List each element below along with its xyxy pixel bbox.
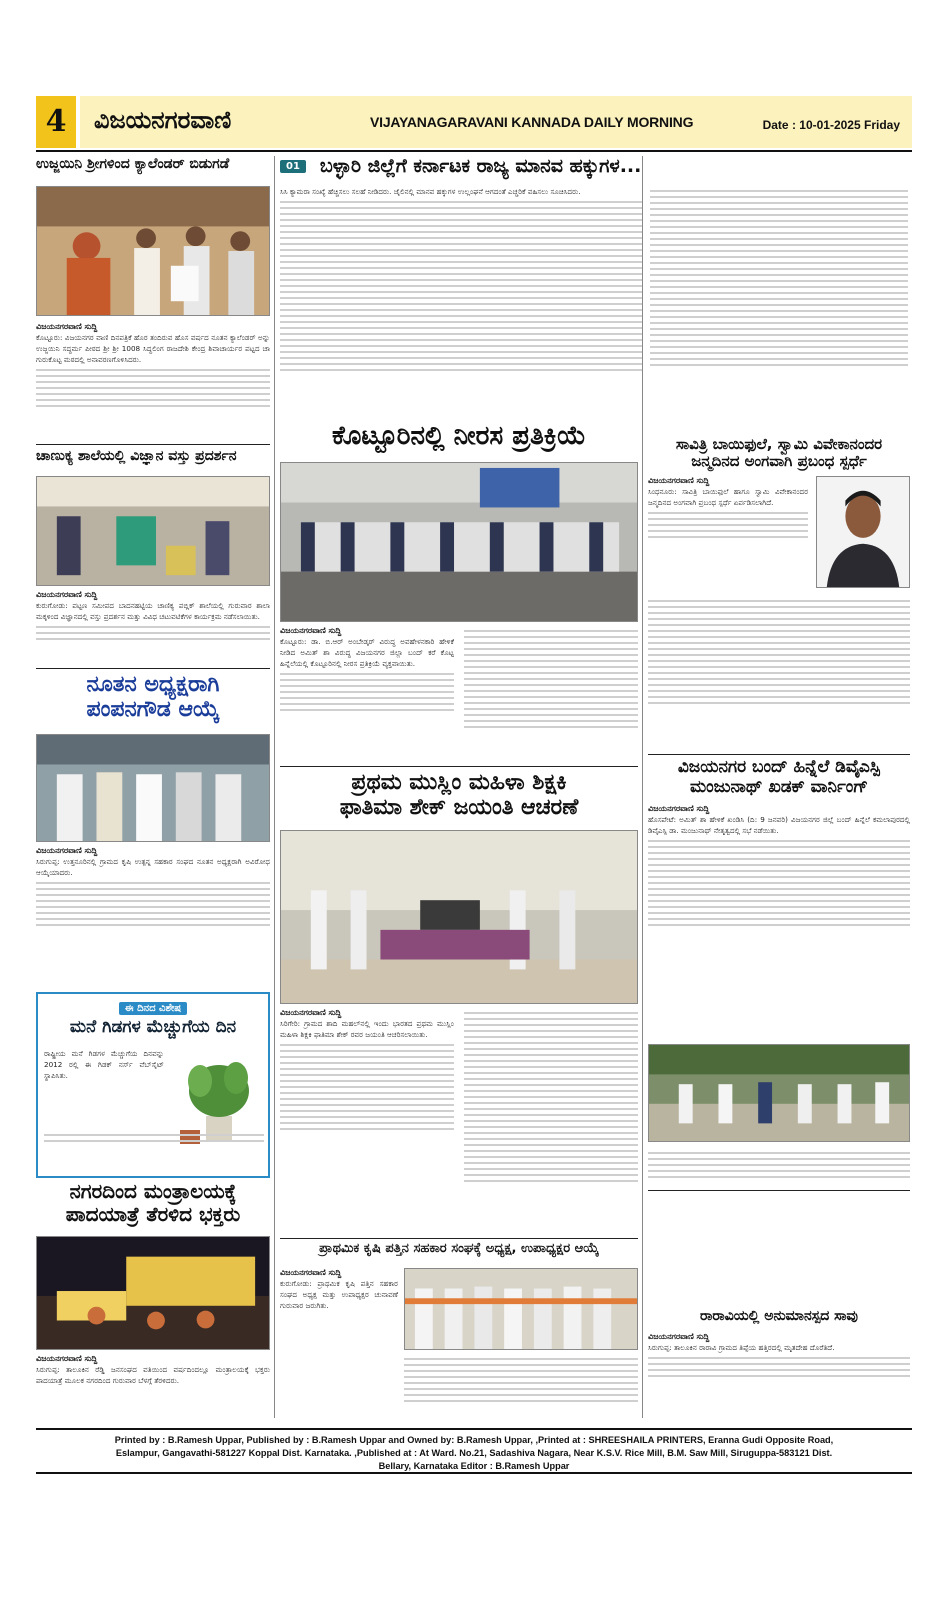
continued-tag: 01 [280, 160, 306, 173]
imprint-footer [36, 1428, 912, 1473]
text-placeholder [36, 626, 270, 640]
headline: ನೂತನ ಅಧ್ಯಕ್ಷರಾಗಿ [86, 672, 220, 697]
article-body: ಸಿಸಿ ಕ್ಯಾಮರಾ ಸಂಖ್ಯೆ ಹೆಚ್ಚಿಸಲು ಸಲಹೆ ನೀಡಿದರು. ಜೈಲಿನಲ್ಲಿ ಮಾನವ ಹಕ್ಕುಗಳ ಉಲ್ಲಂಘನೆ ಆಗದಂತೆ ಎಚ್ಚರಿಕೆ ವಹಿಸಲು ಸೂಚಿಸಿದರು. [280, 187, 581, 196]
article-body: ಕೊಟ್ಟೂರು: ವಿಜಯನಗರ ವಾಣಿ ದಿನಪತ್ರಿಕೆ ಹೊರ ತಂದಿರುವ ಹೊಸ ವರ್ಷದ ನೂತನ ಕ್ಯಾಲೆಂಡರ್ ಅನ್ನು ಉಜ್ಜಯಿನಿ ಸದ್ಧರ್ಮ ಪೀಠದ ಶ್ರೀ ಶ್ರೀ 1008 ಸಿದ್ಧಲಿಂಗ ರಾಜದೇಶಿ ಕೇಂದ್ರ ಶಿವಾಚಾರ್ಯರ ಪಟ್ಟದ ಚಾ ಗುರುಕೊಟ್ಟ ಮಠದಲ್ಲಿ ಅನಾವರಣಗೊಳಿಸಿದರು. [36, 333, 270, 364]
headline: ಮಂಜುನಾಥ್ ಖಡಕ್ ವಾರ್ನಿಂಗ್ [689, 776, 869, 797]
article-calendar [36, 156, 270, 442]
news-photo [404, 1268, 638, 1350]
article-human-rights [280, 156, 910, 426]
article-divider [280, 1238, 638, 1239]
feature-kicker: ಈ ದಿನದ ವಿಶೇಷ [119, 1002, 187, 1015]
article-padayatra [36, 1180, 270, 1418]
byline: ವಿಜಯನಗರವಾಣಿ ಸುದ್ದಿ [36, 590, 98, 599]
headline: ಮನೆ ಗಿಡಗಳ ಮೆಚ್ಚುಗೆಯ ದಿನ [69, 1017, 237, 1037]
text-placeholder [464, 1008, 638, 1186]
text-placeholder [404, 1354, 638, 1406]
masthead-rule [36, 150, 912, 152]
news-photo [280, 830, 638, 1004]
news-photo [280, 462, 638, 622]
portrait-photo [816, 476, 910, 588]
headline: ಕೊಟ್ಟೂರಿನಲ್ಲಿ ನೀರಸ ಪ್ರತಿಕ್ರಿಯೆ [332, 422, 586, 451]
article-fatima [280, 770, 638, 1236]
headline: ವಿಜಯನಗರ ಬಂದ್ ಹಿನ್ನೆಲೆ ಡಿವೈಎಸ್ಪಿ [677, 758, 881, 777]
headline: ಪ್ರಾಥಮಿಕ ಕೃಷಿ ಪತ್ತಿನ ಸಹಕಾರ ಸಂಘಕ್ಕೆ ಅಧ್ಯಕ್ಷ, ಉಪಾಧ್ಯಕ್ಷರ ಆಯ್ಕೆ [319, 1242, 599, 1256]
byline: ವಿಜಯನಗರವಾಣಿ ಸುದ್ದಿ [648, 1332, 710, 1341]
byline: ವಿಜಯನಗರವಾಣಿ ಸುದ್ದಿ [648, 476, 710, 485]
headline: ನಗರದಿಂದ ಮಂತ್ರಾಲಯಕ್ಕೆ [69, 1180, 237, 1203]
headline: ಫಾತಿಮಾ ಶೇಕ್ ಜಯಂತಿ ಆಚರಣೆ [339, 795, 579, 821]
text-placeholder [648, 512, 808, 538]
headline: ರಾರಾವಿಯಲ್ಲಿ ಅನುಮಾನಸ್ಪದ ಸಾವು [700, 1308, 858, 1324]
text-placeholder [280, 201, 642, 371]
article-body: ಸಿರಿಗೇರಿ: ಗ್ರಾಮದ ಶಾದಿ ಮಹಲ್‌ನಲ್ಲಿ ಇಂದು ಭಾರತದ ಪ್ರಥಮ ಮುಸ್ಲಿಂ ಮಹಿಳಾ ಶಿಕ್ಷಕಿ ಫಾತಿಮಾ ಶೇಕ್ ರವರ ಜಯಂತಿ ಆಚರಿಸಲಾಯಿತು. [280, 1019, 454, 1039]
masthead [36, 96, 912, 148]
headline: ಪ್ರಥಮ ಮುಸ್ಲಿಂ ಮಹಿಳಾ ಶಿಕ್ಷಕಿ [351, 770, 567, 795]
article-essay [648, 436, 910, 752]
article-divider [648, 754, 910, 755]
news-photo [36, 476, 270, 586]
byline: ವಿಜಯನಗರವಾಣಿ ಸುದ್ದಿ [280, 1268, 342, 1277]
article-body: ಸಿರುಗುಪ್ಪ: ಉತ್ತನೂರಿನಲ್ಲಿ ಗ್ರಾಮದ ಕೃಷಿ ಉತ್ಪನ್ನ ಸಹಕಾರ ಸಂಘದ ನೂತನ ಅಧ್ಯಕ್ಷರಾಗಿ ಅವಿರೋಧ ಆಯ್ಕೆಯಾದರು. [36, 857, 270, 877]
article-dysp [648, 758, 910, 1188]
article-divider [648, 1190, 910, 1191]
imprint-line: Printed by : B.Ramesh Uppar, Published by : B.Ramesh Uppar and Owned by: B.Ramesh Uppar, ,Printed at : SHREESHAILA PRINTERS, Eranna Gudi Opposite Road, [114, 1435, 834, 1445]
article-houseplant [36, 992, 270, 1178]
headline: ಸಾವಿತ್ರಿ ಬಾಯಿಫುಲೆ, ಸ್ವಾಮಿ ವಿವೇಕಾನಂದರ [675, 436, 883, 453]
text-placeholder [36, 369, 270, 407]
news-photo [36, 734, 270, 842]
article-body: ಕುರುಗೋಡು: ಪ್ರಾಥಮಿಕ ಕೃಷಿ ಪತ್ತಿನ ಸಹಕಾರ ಸಂಘದ ಅಧ್ಯಕ್ಷ ಮತ್ತು ಉಪಾಧ್ಯಕ್ಷರ ಚುನಾವಣೆ ಗುರುವಾರ ಜರುಗಿತು. [280, 1279, 398, 1310]
byline: ವಿಜಯನಗರವಾಣಿ ಸುದ್ದಿ [36, 846, 98, 855]
headline: ಉಜ್ಜಯಿನಿ ಶ್ರೀಗಳಿಂದ ಕ್ಯಾಲೆಂಡರ್ ಬಿಡುಗಡೆ [36, 156, 230, 172]
masthead-band [80, 96, 912, 148]
column-divider [274, 156, 275, 1418]
byline: ವಿಜಯನಗರವಾಣಿ ಸುದ್ದಿ [280, 1008, 342, 1017]
text-placeholder [464, 626, 638, 732]
imprint-line: Bellary, Karnataka Editor : B.Ramesh Uppar [378, 1461, 570, 1471]
masthead-title-kannada: ವಿಜಯನಗರವಾಣಿ [94, 106, 232, 134]
text-placeholder [648, 596, 910, 708]
article-president [36, 672, 270, 990]
article-divider [36, 444, 270, 445]
footer-rule [36, 1472, 912, 1474]
text-placeholder [648, 1148, 910, 1182]
text-placeholder [280, 673, 454, 711]
article-body: ಕುರುಗೋಡು: ಪಟ್ಟಣ ಸಮೀಪದ ಬಾದನಹಟ್ಟಿಯ ಚಾಣಿಕ್ಯ ಪಬ್ಲಿಕ್ ಶಾಲೆಯಲ್ಲಿ ಗುರುವಾರ ಶಾಲಾ ಮಕ್ಕಳಿಂದ ವಿಜ್ಞಾನದಲ್ಲಿ ವಸ್ತು ಪ್ರದರ್ಶನ ಮತ್ತು ವಿವಿಧ ಚಟುವಟಿಕೆಗಳ ಕಾರ್ಯಕ್ರಮ ನಡೆಸಲಾಯಿತು. [36, 601, 270, 621]
article-divider [280, 766, 638, 767]
headline: ಬಳ್ಳಾರಿ ಜಿಲ್ಲೆಗೆ ಕರ್ನಾಟಕ ರಾಜ್ಯ ಮಾನವ ಹಕ್ಕುಗಳ... [319, 156, 642, 177]
headline: ಪಂಪನಗೌಡ ಆಯ್ಕೆ [86, 697, 220, 723]
article-death [648, 1308, 910, 1418]
article-body: ಕೊಟ್ಟೂರು: ಡಾ. ಬಿ.ಆರ್ ಅಂಬೇಡ್ಕರ್ ವಿರುದ್ಧ ಅವಹೇಳನಕಾರಿ ಹೇಳಿಕೆ ನೀಡಿದ ಅಮಿತ್ ಶಾ ವಿರುದ್ಧ ವಿಜಯನಗರ ಜಿಲ್ಲಾ ಬಂದ್ ಕರೆ ಕೊಟ್ಟ ಹಿನ್ನೆಲೆಯಲ್ಲಿ ಕೊಟ್ಟೂರಿನಲ್ಲಿ ನೀರಸ ಪ್ರತಿಕ್ರಿಯೆ ವ್ಯಕ್ತವಾಯಿತು. [280, 637, 454, 668]
byline: ವಿಜಯನಗರವಾಣಿ ಸುದ್ದಿ [36, 1354, 98, 1363]
text-placeholder [650, 186, 908, 370]
byline: ವಿಜಯನಗರವಾಣಿ ಸುದ್ದಿ [280, 626, 342, 635]
text-placeholder [648, 840, 910, 926]
news-photo [36, 186, 270, 316]
article-body: ರಾಷ್ಟ್ರೀಯ ಮನೆ ಗಿಡಗಳ ಮೆಚ್ಚುಗೆಯ ದಿನವನ್ನು 2012 ರಲ್ಲಿ ಈ ಗಿಡಕ್ ನರ್ಸ್ ವೆಬ್‌ಸೈಟ್ ಸ್ಥಾಪಿಸಿತು. [44, 1049, 164, 1080]
page-number: 4 [36, 96, 76, 148]
article-cooperative [280, 1242, 638, 1418]
article-divider [36, 668, 270, 669]
news-photo [648, 1044, 910, 1142]
text-placeholder [648, 1357, 910, 1377]
masthead-title-english: VIJAYANAGARAVANI KANNADA DAILY MORNING [370, 114, 694, 130]
article-body: ಸಿಂಧನೂರು: ಸಾವಿತ್ರಿ ಬಾಯಿಫುಲೆ ಹಾಗೂ ಸ್ವಾಮಿ ವಿವೇಕಾನಂದರ ಜನ್ಮದಿನದ ಅಂಗವಾಗಿ ಪ್ರಬಂಧ ಸ್ಪರ್ಧೆ ಏರ್ಪಡಿಸಲಾಗಿದೆ. [648, 487, 808, 507]
headline: ಜನ್ಮದಿನದ ಅಂಗವಾಗಿ ಪ್ರಬಂಧ ಸ್ಪರ್ಧೆ [691, 452, 867, 471]
article-science [36, 448, 270, 666]
article-body: ಸಿರುಗುಪ್ಪ: ತಾಲೂಕಿನ ರಾರಾವಿ ಗ್ರಾಮದ ತಿಪ್ಪೆಯ ಹತ್ತಿರದಲ್ಲಿ ಮೃತದೇಹ ದೊರೆತಿದೆ. [648, 1343, 835, 1352]
byline: ವಿಜಯನಗರವಾಣಿ ಸುದ್ದಿ [36, 322, 98, 331]
headline: ಚಾಣುಕ್ಯ ಶಾಲೆಯಲ್ಲಿ ವಿಜ್ಞಾನ ವಸ್ತು ಪ್ರದರ್ಶನ [36, 448, 237, 464]
article-body: ಸಿರುಗುಪ್ಪ: ತಾಲೂಕಿನ ರೆಡ್ಡಿ ಜನಸಂಘದ ವತಿಯಿಂದ ವರ್ಷದಿಂದಲ್ಲೂ ಮಂತ್ರಾಲಯಕ್ಕೆ ಭಕ್ತರು ಪಾದಯಾತ್ರೆ ಮೂಲಕ ನಗರದಿಂದ ಗುರುವಾರ ಬೆಳಗ್ಗೆ ತೆರಳಿದರು. [36, 1365, 270, 1385]
news-photo [36, 1236, 270, 1350]
imprint-line: Eslampur, Gangavathi-581227 Koppal Dist. Karnataka. ,Published at : At Ward. No.21, Sadashiva Nagara, Near K.S.V. Rice Mill, B.M. Saw Mill, Siruguppa-583121 Dist. [115, 1448, 833, 1458]
text-placeholder [44, 1130, 264, 1146]
text-placeholder [36, 882, 270, 926]
masthead-date: Date : 10-01-2025 Friday [762, 118, 900, 132]
byline: ವಿಜಯನಗರವಾಣಿ ಸುದ್ದಿ [648, 804, 710, 813]
article-kotturu [280, 422, 638, 764]
headline: ಪಾದಯಾತ್ರೆ ತೆರಳಿದ ಭಕ್ತರು [65, 1202, 241, 1226]
article-body: ಹೊಸಪೇಟೆ: ಅಮಿತ್ ಶಾ ಹೇಳಿಕೆ ಖಂಡಿಸಿ (ದಿ: 9 ಜನವರಿ) ವಿಜಯನಗರ ಜಿಲ್ಲೆ ಬಂದ್ ಹಿನ್ನೆಲೆ ಕಮಲಾಪುರದಲ್ಲಿ ಡಿವೈಎಸ್ಪಿ ಡಾ. ಮಂಜುನಾಥ್ ನೇತೃತ್ವದಲ್ಲಿ ಸಭೆ ನಡೆಯಿತು. [648, 815, 910, 835]
text-placeholder [280, 1044, 454, 1130]
